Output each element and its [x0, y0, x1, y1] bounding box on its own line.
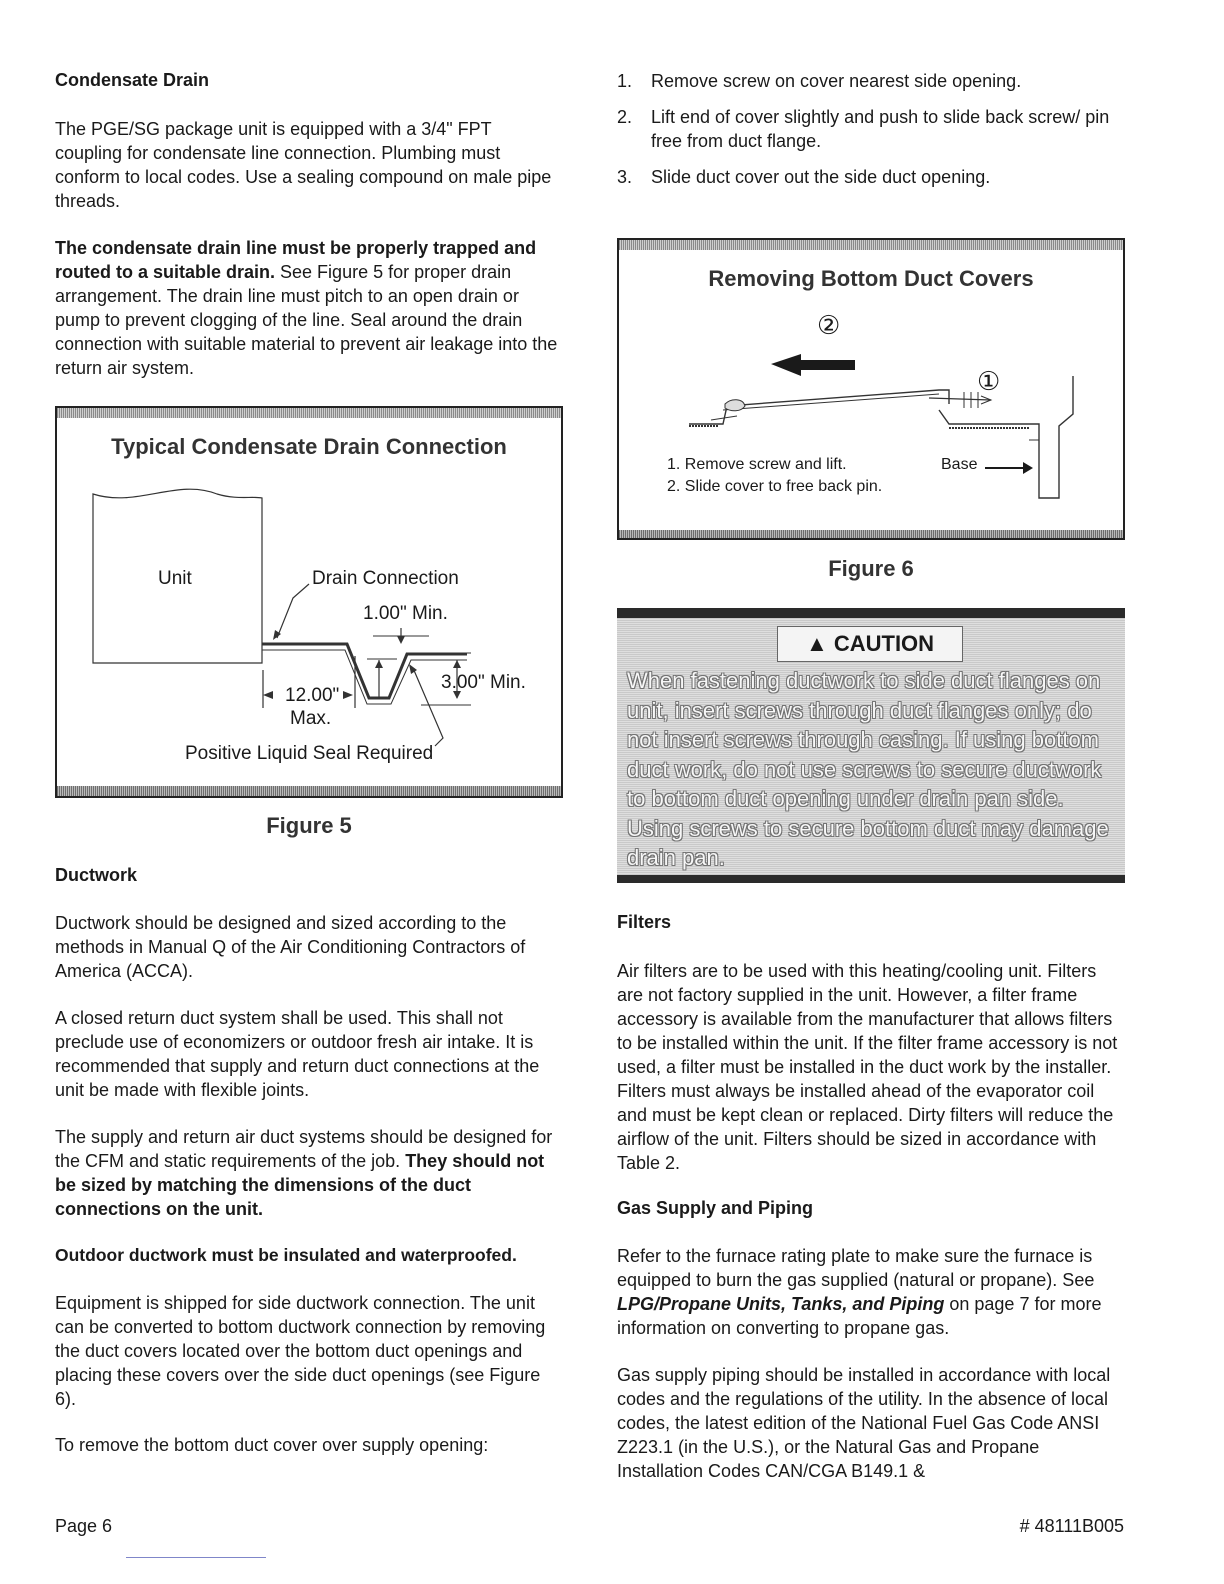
step-1-marker: ① [977, 366, 1001, 396]
condensate-paragraph-1: The PGE/SG package unit is equipped with a 3/4" FPT coupling for condensate line connection. Plumbing must conform to local codes. Use a sealing compound on male pipe threads. [55, 119, 552, 211]
ductwork-paragraph-6: To remove the bottom duct cover over supply opening: [55, 1435, 489, 1455]
ductwork-outdoor-warning: Outdoor ductwork must be insulated and waterproofed. [55, 1245, 517, 1265]
ductwork-sizing-warning: They should not be sized by matching the dimensions of the duct connections on the unit. [55, 1151, 545, 1219]
gas-paragraph-1-a: Refer to the furnace rating plate to make sure the furnace is equipped to burn the gas supplied (natural or propane). See [617, 1246, 1095, 1290]
max-label: Max. [290, 708, 332, 729]
ductwork-paragraph-3 [55, 1125, 565, 1221]
caution-text: When fastening ductwork to side duct flanges on unit, insert screws through duct flanges only; do not insert screws through casing. If using bottom duct work, do not use screws to secure ductwork to bottom duct opening under drain pan side. Using screws to secure bottom duct may damage drain pan. [627, 668, 1109, 870]
unit-label: Unit [158, 568, 192, 589]
list-item [617, 165, 1117, 189]
document-number: # 48111B005 [1019, 1516, 1124, 1536]
step-text: Remove screw on cover nearest side opening. [651, 71, 1022, 91]
caution-box [617, 608, 1125, 883]
figure-6-note-1: 1. Remove screw and lift. [667, 456, 847, 473]
ductwork-paragraph-3-text: The supply and return air duct systems should be designed for the CFM and static requirements of the job. [55, 1127, 553, 1171]
filters-paragraph: Air filters are to be used with this heating/cooling unit. Filters are not factory supplied in the unit. However, a filter frame accessory is available from the manufacturer that allows filters to be installed within the unit. If the filter frame accessory is not used, a filter must be installed in the duct work by the installer. Filters must always be installed ahead of the evaporator coil and must be kept clean or replaced. Dirty filters will reduce the airflow of the unit. Filters should be sized in accordance with Table 2. [617, 961, 1118, 1173]
step-2-marker: ② [817, 310, 841, 340]
gas-paragraph-1-b: on page 7 for more information on converting to propane gas. [617, 1294, 1102, 1338]
slide-arrow [771, 354, 855, 376]
gas-paragraph-1 [617, 1244, 1122, 1340]
figure-6-caption: Figure 6 [828, 556, 914, 581]
step-number: 2. [617, 107, 633, 127]
step-number: 1. [617, 71, 633, 91]
step-text: Slide duct cover out the side duct opening. [651, 167, 991, 187]
step-number: 3. [617, 167, 633, 187]
ductwork-paragraph-2: A closed return duct system shall be used. This shall not preclude use of economizers or outdoor fresh air intake. It is recommended that supply and return duct connections at the unit be made with flexible joints. [55, 1008, 540, 1100]
base-flange [939, 376, 1073, 498]
min-2-label: 3.00" Min. [441, 672, 526, 693]
condensate-paragraph-2-rest: See Figure 5 for proper drain arrangement. The drain line must pitch to an open drain or pump to prevent clogging of the line. Seal around the drain connection with suitable material to prevent air leakage into the return air system. [55, 262, 558, 378]
list-item [617, 105, 1117, 153]
ductwork-paragraph-5: Equipment is shipped for side ductwork connection. The unit can be converted to bottom ductwork connection by removing the duct covers located over the bottom duct openings and placing these covers over the side duct openings (see Figure 6). [55, 1293, 546, 1409]
step-text: Lift end of cover slightly and push to slide back screw/ pin free from duct flange. [651, 107, 1110, 151]
ductwork-paragraph-1: Ductwork should be designed and sized according to the methods in Manual Q of the Air Conditioning Contractors of America (ACCA). [55, 913, 526, 981]
page-number: Page 6 [55, 1516, 113, 1536]
figure-5-caption: Figure 5 [266, 813, 352, 838]
ductwork-heading: Ductwork [55, 865, 138, 885]
figure-6-title: Removing Bottom Duct Covers [708, 266, 1034, 291]
liquid-seal-label: Positive Liquid Seal Required [185, 743, 434, 764]
condensate-drain-diagram [57, 408, 561, 796]
max-value-label: 12.00" [285, 685, 340, 706]
condensate-heading: Condensate Drain [55, 70, 210, 90]
caution-label-text: CAUTION [833, 631, 935, 656]
filters-heading: Filters [617, 912, 672, 932]
list-item [617, 69, 1117, 93]
warning-triangle-icon: ▲ [805, 631, 828, 656]
figure-5-title: Typical Condensate Drain Connection [111, 434, 507, 459]
base-label: Base [941, 456, 978, 473]
caution-label [777, 626, 963, 662]
min-1-label: 1.00" Min. [363, 603, 448, 624]
condensate-warning-bold: The condensate drain line must be properly trapped and routed to a suitable drain. [55, 238, 537, 282]
condensate-paragraph-2 [55, 236, 560, 380]
figure-6-note-2: 2. Slide cover to free back pin. [667, 478, 883, 495]
footer-rule [126, 1557, 266, 1558]
figure-5-box [55, 406, 563, 798]
propane-reference: LPG/Propane Units, Tanks, and Piping [617, 1294, 945, 1314]
drain-connection-label: Drain Connection [312, 568, 459, 589]
figure-6-box [617, 238, 1125, 540]
removal-steps-list [617, 69, 1117, 189]
gas-paragraph-2: Gas supply piping should be installed in accordance with local codes and the regulations of the utility. In the absence of local codes, the latest edition of the National Fuel Gas Code ANSI Z223.1 (in the U.S.), or the Natural Gas and Propane Installation Codes CAN/CGA B149.1 & [617, 1365, 1111, 1481]
gas-heading: Gas Supply and Piping [617, 1198, 814, 1218]
